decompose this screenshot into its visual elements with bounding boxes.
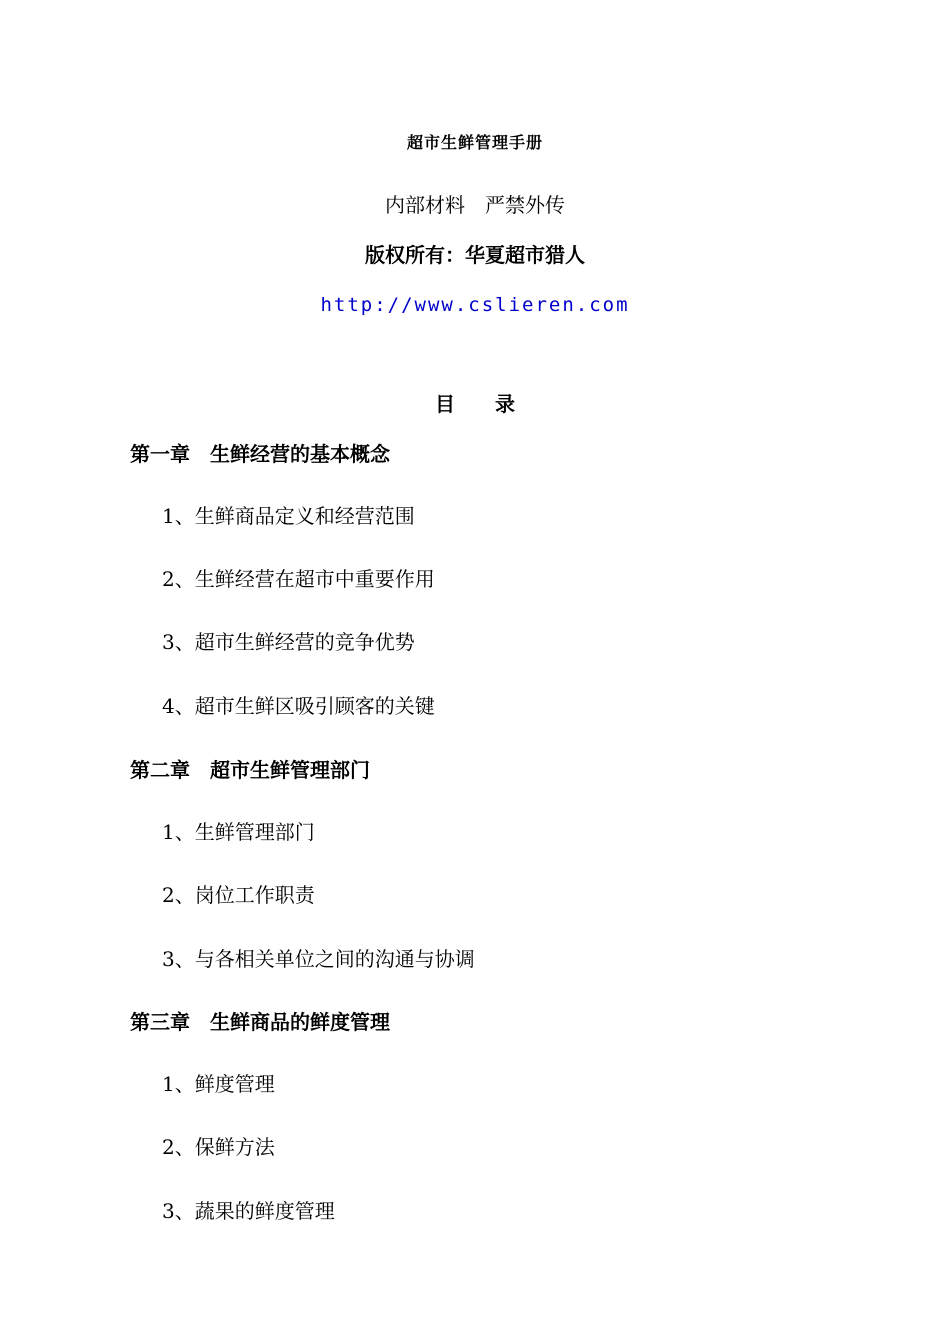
toc-chapter-2: 第二章 超市生鲜管理部门 xyxy=(130,758,370,782)
toc-heading: 目 录 xyxy=(435,392,515,416)
website-link[interactable]: http://www.cslieren.com xyxy=(320,294,630,316)
toc-item: 2、岗位工作职责 xyxy=(162,883,315,907)
toc-item: 2、保鲜方法 xyxy=(162,1135,275,1159)
copyright-line: 版权所有：华夏超市猎人 xyxy=(365,243,585,267)
toc-item: 3、超市生鲜经营的竞争优势 xyxy=(162,630,415,654)
toc-item: 1、生鲜管理部门 xyxy=(162,820,315,844)
confidential-notice: 内部材料 严禁外传 xyxy=(385,193,565,217)
toc-item: 3、与各相关单位之间的沟通与协调 xyxy=(162,947,475,971)
toc-chapter-3: 第三章 生鲜商品的鲜度管理 xyxy=(130,1010,390,1034)
toc-item: 1、鲜度管理 xyxy=(162,1072,275,1096)
toc-item: 4、超市生鲜区吸引顾客的关键 xyxy=(162,694,435,718)
toc-item: 1、生鲜商品定义和经营范围 xyxy=(162,504,415,528)
toc-item: 2、生鲜经营在超市中重要作用 xyxy=(162,567,435,591)
document-title: 超市生鲜管理手册 xyxy=(406,133,543,152)
toc-chapter-1: 第一章 生鲜经营的基本概念 xyxy=(130,442,390,466)
toc-item: 3、蔬果的鲜度管理 xyxy=(162,1199,335,1223)
